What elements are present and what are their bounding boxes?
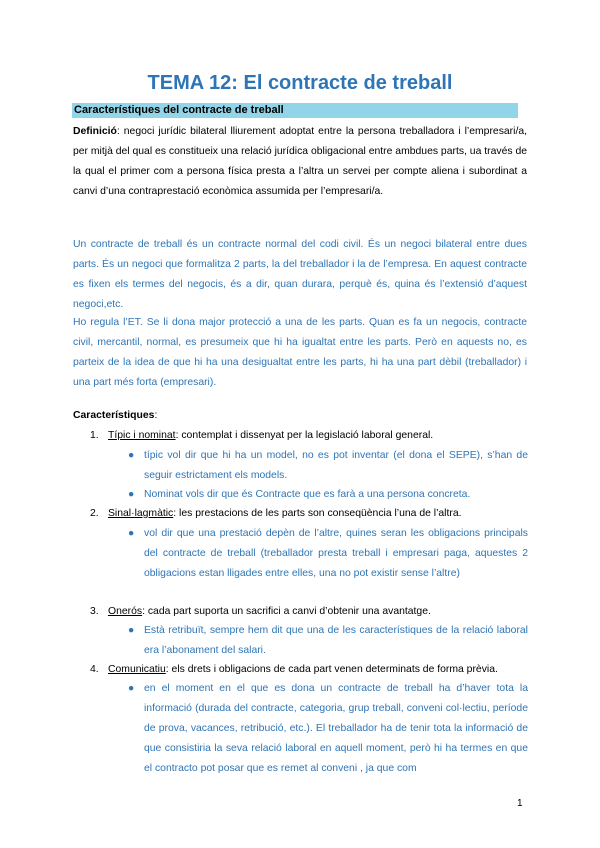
definition-paragraph — [73, 122, 527, 202]
page-number: 1 — [517, 798, 523, 809]
characteristics-heading — [73, 406, 527, 426]
bullet-dot: ● — [128, 489, 135, 500]
item-4-bullet-1: en el moment en el que es dona un contracte de treball ha d’haver tota la informació (durada del contracte, categoria, grup treball, conveni col·lectiu, període de prova, vacances, retribució, etc.). El treballador ha de tenir tota la informació de que consistiria la seva relació laboral en aquell moment, però hi ha termes en que el contracto pot posar que es remet al conveni , ja que com — [144, 683, 528, 774]
bullet-dot: ● — [128, 625, 135, 636]
item-4 — [108, 660, 528, 680]
item-2-bullet-1: vol dir que una prestació depèn de l’altre, quines seran les obligacions principals del contracte de treball (treballador presta treball i empresari paga, aquestes 2 obligacions estan lligades entre elles, una no pot existir sense l’altre) — [144, 528, 528, 579]
definition-text: : negoci jurídic bilateral lliurement adoptat entre la persona treballadora i l’empresari/a, per mitjà del qual es constitueix una relació jurídica obligacional entre ambdues parts, ua través de la qual el primer com a persona física presta a l’altra un servei per compte aliena i subordinat a canvi d’una contraprestació econòmica assumida per l’empresari/a. — [73, 126, 527, 197]
item-3 — [108, 602, 528, 622]
item-2-number: 2. — [90, 508, 99, 519]
item-3-number: 3. — [90, 606, 99, 617]
item-1-bullet-1: típic vol dir que hi ha un model, no es pot inventar (el dona el SEPE), s’han de seguir estrictament els models. — [144, 450, 528, 481]
item-4-term: Comunicatiu — [108, 664, 166, 675]
item-4-number: 4. — [90, 664, 99, 675]
item-1-number: 1. — [90, 430, 99, 441]
item-2-text: : les prestacions de les parts son conseqüència l’una de l’altra. — [173, 508, 462, 519]
bullet-dot: ● — [128, 528, 135, 539]
item-3-text: : cada part suporta un sacrifici a canvi d’obtenir una avantatge. — [142, 606, 431, 617]
item-4-text: : els drets i obligacions de cada part venen determinats de forma prèvia. — [165, 664, 498, 675]
item-1-term: Típic i nominat — [108, 430, 176, 441]
notes-paragraph-2: Ho regula l’ET. Se li dona major protecció a una de les parts. Quan es fa un negocis, contracte civil, mercantil, normal, es presumeix que hi ha igualtat entre les parts. Però en aquests no, es parteix de la idea de que hi ha una desigualtat entre les parts, hi ha una part dèbil (treballador) i una part més forta (empresari). — [73, 317, 527, 388]
item-3-term: Onerós — [108, 606, 143, 617]
item-2-term: Sinal·lagmàtic — [108, 508, 174, 519]
bullet-dot: ● — [128, 450, 135, 461]
item-1-bullet-2: Nominat vols dir que és Contracte que es farà a una persona concreta. — [144, 489, 471, 500]
item-3-bullet-1: Està retribuït, sempre hem dit que una de les característiques de la relació laboral era l’abonament del salari. — [144, 625, 528, 656]
notes-paragraph-1: Un contracte de treball és un contracte normal del codi civil. És un negoci bilateral entre dues parts. És un negoci que formalitza 2 parts, la del treballador i la de l’empresa. En aquest contracte es fixen els termes del negocis, és a dir, quan durara, perquè és, quina és l’extensió d’aquest negoci,etc. — [73, 239, 527, 310]
section-heading: Característiques del contracte de treball — [72, 103, 518, 118]
item-1-text: : contemplat i dissenyat per la legislació laboral general. — [175, 430, 434, 441]
document-title: TEMA 12: El contracte de treball — [147, 72, 453, 94]
characteristics-heading-text: Característiques — [73, 410, 155, 421]
bullet-dot: ● — [128, 683, 135, 694]
characteristics-heading-colon: : — [154, 410, 158, 421]
item-1 — [108, 426, 528, 446]
item-2 — [108, 504, 528, 524]
definition-label: Definició — [73, 126, 117, 137]
